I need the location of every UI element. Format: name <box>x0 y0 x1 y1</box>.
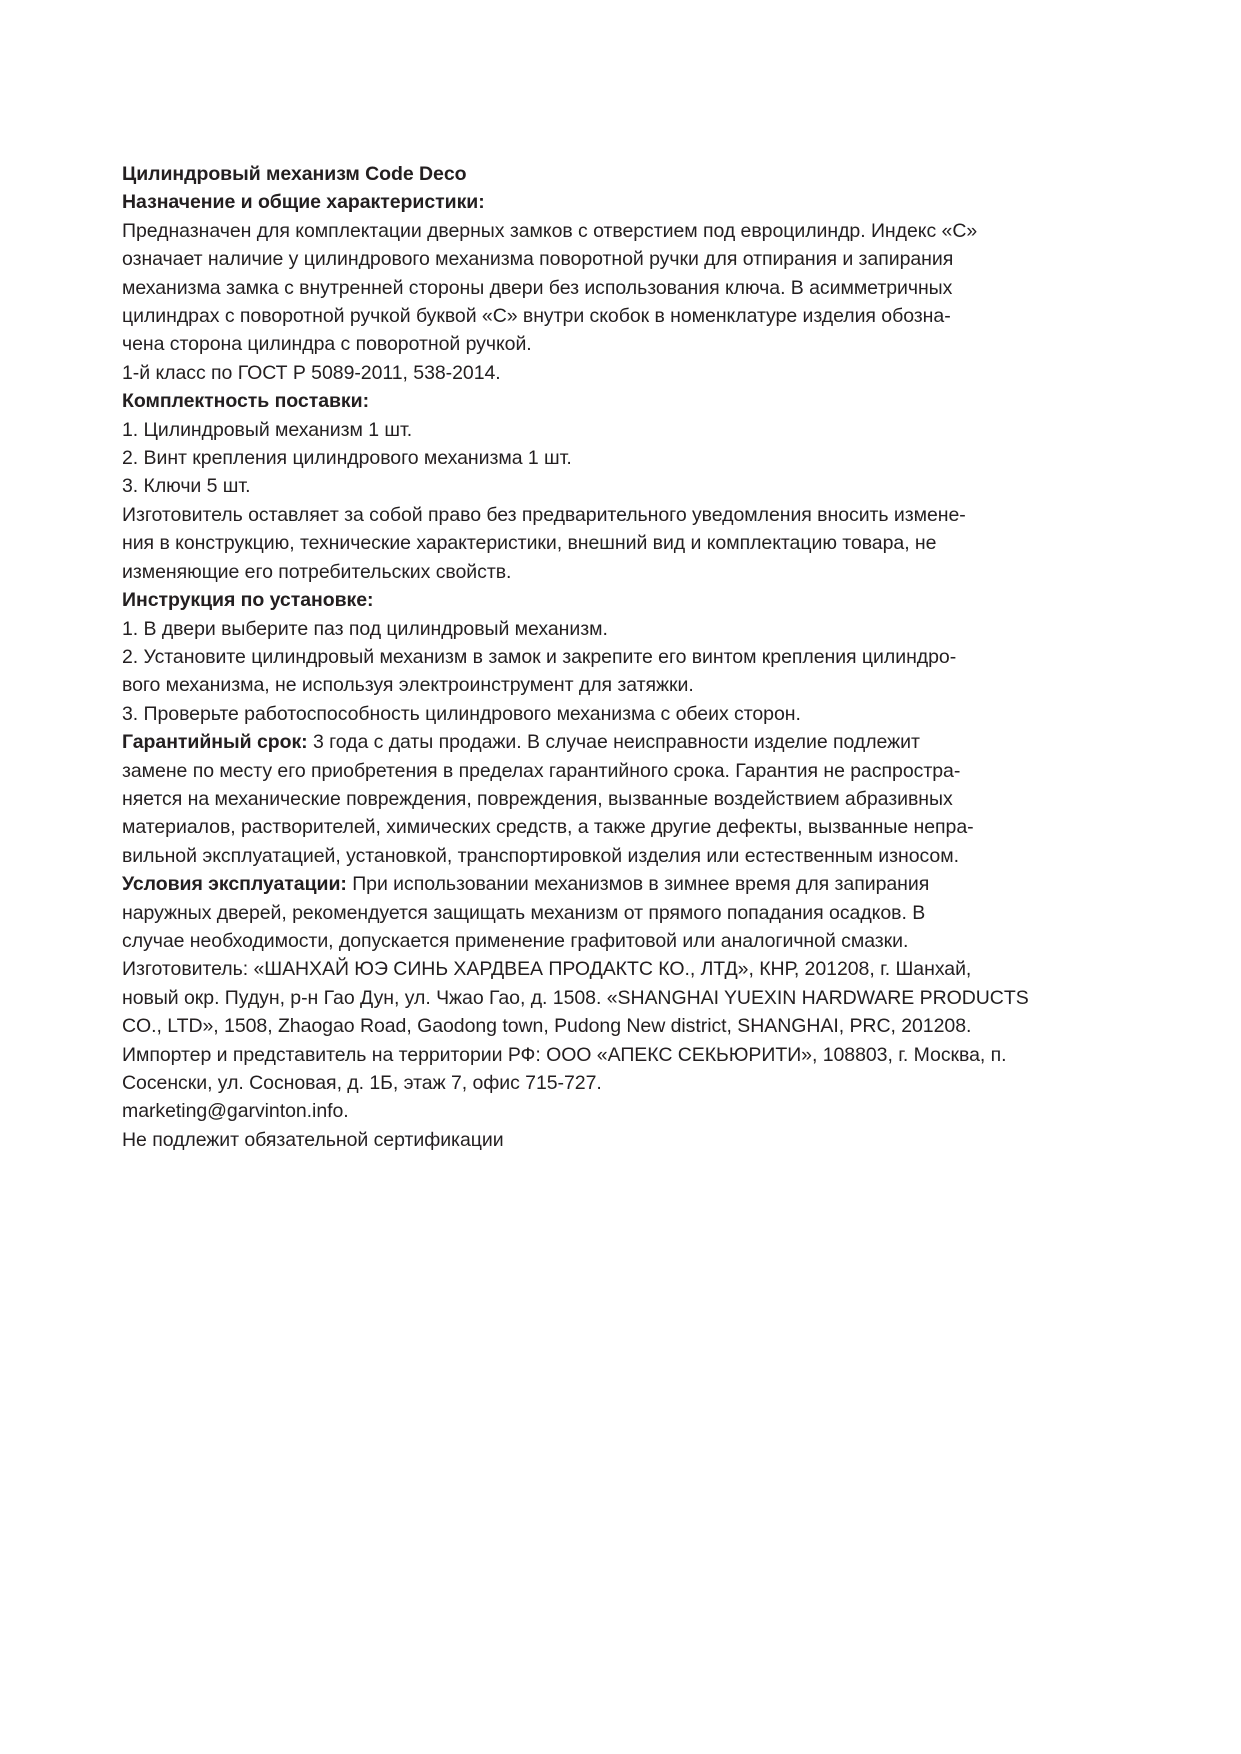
section-installation-line-3: вого механизма, не используя электроинструмент для затяжки. <box>122 674 694 697</box>
section-installation-line-4: 3. Проверьте работоспособность цилиндрового механизма с обеих сторон. <box>122 702 801 725</box>
warranty-line-5: вильной эксплуатацией, установкой, транспортировкой изделия или естественным износом. <box>122 844 959 867</box>
operation-line-1-text: При использовании механизмов в зимнее время для запирания <box>346 873 930 896</box>
warranty-line-1 <box>122 728 1122 756</box>
manufacturer-line-1: Изготовитель: «ШАНХАЙ ЮЭ СИНЬ ХАРДВЕА ПРОДАКТС КО., ЛТД», КНР, 201208, г. Шанхай, <box>122 958 972 981</box>
section-purpose-line-3: механизма замка с внутренней стороны двери без использования ключа. В асимметричных <box>122 276 953 299</box>
section-heading-purpose: Назначение и общие характеристики: <box>122 191 485 214</box>
section-installation-line-2: 2. Установите цилиндровый механизм в замок и закрепите его винтом крепления цилиндро- <box>122 645 957 668</box>
operation-line-3: случае необходимости, допускается применение графитовой или аналогичной смазки. <box>122 929 909 952</box>
document-body <box>122 160 1122 1154</box>
manufacturer-line-3: CO., LTD», 1508, Zhaogao Road, Gaodong town, Pudong New district, SHANGHAI, PRC, 201208. <box>122 1015 972 1038</box>
warranty-line-1-text: 3 года с даты продажи. В случае неисправности изделие подлежит <box>307 731 920 754</box>
importer-line-2: Сосенски, ул. Сосновая, д. 1Б, этаж 7, офис 715-727. <box>122 1072 602 1094</box>
section-purpose-line-1: Предназначен для комплектации дверных замков с отверстием под евроцилиндр. Индекс «С» <box>122 219 978 242</box>
document-title: Цилиндровый механизм Code Deco <box>122 163 467 185</box>
section-contents-line-4: Изготовитель оставляет за собой право без предварительного уведомления вносить измене- <box>122 503 966 526</box>
operation-lead: Условия эксплуатации: <box>122 873 347 896</box>
section-contents-line-2: 2. Винт крепления цилиндрового механизма 1 шт. <box>122 447 572 470</box>
contact-email: marketing@garvinton.info. <box>122 1100 349 1123</box>
warranty-lead: Гарантийный срок: <box>122 731 308 754</box>
section-purpose-line-6: 1-й класс по ГОСТ Р 5089-2011, 538-2014. <box>122 361 501 384</box>
section-purpose-line-2: означает наличие у цилиндрового механизма поворотной ручки для отпирания и запирания <box>122 248 954 271</box>
section-purpose-line-4: цилиндрах с поворотной ручкой буквой «С» внутри скобок в номенклатуре изделия обозна- <box>122 305 951 328</box>
section-contents-line-3: 3. Ключи 5 шт. <box>122 475 251 498</box>
section-heading-installation: Инструкция по установке: <box>122 589 374 612</box>
warranty-line-4: материалов, растворителей, химических средств, а также другие дефекты, вызванные непра- <box>122 816 974 839</box>
manufacturer-line-2: новый окр. Пудун, р-н Гао Дун, ул. Чжао Гао, д. 1508. «SHANGHAI YUEXIN HARDWARE PRODUCTS <box>122 986 1029 1009</box>
section-heading-contents: Комплектность поставки: <box>122 390 370 413</box>
section-contents-line-5: ния в конструкцию, технические характеристики, внешний вид и комплектацию товара, не <box>122 532 937 555</box>
importer-line-1: Импортер и представитель на территории РФ: ООО «АПЕКС СЕКЬЮРИТИ», 108803, г. Москва, п. <box>122 1043 1007 1066</box>
warranty-line-3: няется на механические повреждения, повреждения, вызванные воздействием абразивных <box>122 787 953 810</box>
section-contents-line-6: изменяющие его потребительских свойств. <box>122 560 512 583</box>
section-installation-line-1: 1. В двери выберите паз под цилиндровый механизм. <box>122 617 608 640</box>
operation-line-1 <box>122 870 1122 898</box>
section-contents-line-1: 1. Цилиндровый механизм 1 шт. <box>122 418 413 441</box>
operation-line-2: наружных дверей, рекомендуется защищать механизм от прямого попадания осадков. В <box>122 901 926 924</box>
section-purpose-line-5: чена сторона цилиндра с поворотной ручкой. <box>122 333 532 356</box>
warranty-line-2: замене по месту его приобретения в пределах гарантийного срока. Гарантия не распростра- <box>122 759 961 782</box>
certification-note: Не подлежит обязательной сертификации <box>122 1128 504 1151</box>
